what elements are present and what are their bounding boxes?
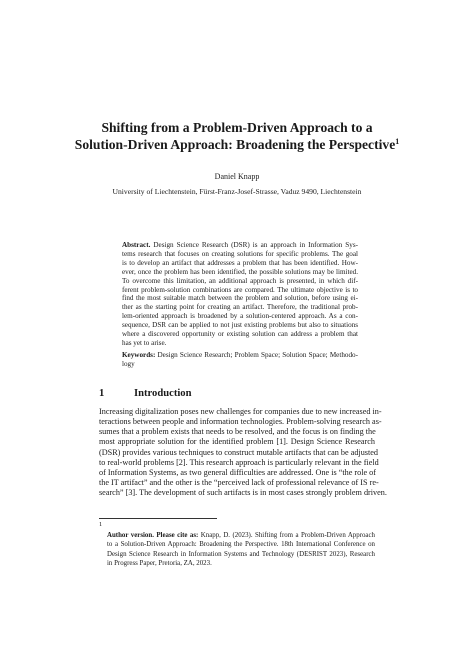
body-line: Increasing digitalization poses new challenges for companies due to new increased in- [99,407,382,416]
keywords-label: Keywords: [122,351,156,359]
keywords-line: logy [122,360,135,369]
title-line: Shifting from a Problem-Driven Approach to a [101,120,373,135]
body-line: search” [3]. The development of such artifacts is in most cases strongly problem driven. [99,488,387,498]
keywords [122,351,358,369]
title-line-text: Solution-Driven Approach: Broadening the Perspective [74,137,396,152]
keywords-line [122,351,358,360]
abstract-line: ther as the starting point for creating an artifact. Therefore, the traditional prob- [122,303,358,312]
section-number: 1 [99,388,105,399]
body-line: (DSR) provides various techniques to construct mutable artifacts that can be adjusted [99,447,378,457]
title-footnote-mark[interactable]: 1 [395,137,400,146]
body-line: sumes that a problem exists that needs to be resolved, and the focus is on finding the [99,427,376,437]
abstract-text: Design Science Research (DSR) is an approach in Information Sys- [150,241,358,249]
footnote-line: Design Science Research in Information Systems and Technology (DESRIST 2023), Research [107,550,375,558]
footnote-text: Knapp, D. (2023). Shifting from a Problem-Driven Approach [198,532,375,539]
body-line: most appropriate solution for the identified problem [1]. Design Science Research [99,437,375,447]
footnote-line [107,531,375,540]
abstract-line: To overcome this limitation, an additional approach is presented, in which dif- [122,276,358,285]
body-line: teractions between people and information technologies. Problem-solving research as- [99,417,382,427]
abstract-line: tems research that focuses on creating solutions for specific problems. The goal [122,249,358,258]
abstract-line: where a discovered opportunity or existing solution can address a problem that [122,330,358,339]
author-affiliation: University of Liechtenstein, Fürst-Franz-Josef-Strasse, Vaduz 9490, Liechtenstein [112,187,362,196]
abstract-line: sequence, DSR can be applied to not just existing problems but also to situations [122,321,358,330]
footnote-number: 1 [99,521,103,528]
author-name: Daniel Knapp [214,172,260,181]
abstract-line: find the most suitable match between the problem and solution, before using ei- [122,294,358,303]
title-line [60,136,414,153]
footnote-line: to a Solution-Driven Approach: Broadening the Perspective. 18th International Conference on [107,541,375,549]
footnote [107,531,375,569]
paper-title [60,119,414,153]
section-title: Introduction [134,388,192,399]
keywords-text: Design Science Research; Problem Space; Solution Space; Methodo- [155,351,358,359]
abstract-line: has yet to arise. [122,338,167,347]
abstract-line: ever, once the problem has been identified, the possible solutions may be limited. [122,267,358,276]
abstract [122,241,358,348]
abstract-line [122,241,358,250]
footnote-divider [99,518,217,519]
body-paragraph [99,407,387,498]
body-line: to real-world problems [2]. This research approach is particularly relevant in the field [99,457,379,467]
footnote-label: Author version. Please cite as: [107,532,199,539]
abstract-line: lem-oriented approach is broadened by a solution-centered approach. As a con- [122,312,358,321]
abstract-label: Abstract. [122,241,151,249]
body-line: of Information Systems, as two general difficulties are addressed. One is “the role of [99,467,377,477]
abstract-line: ferent problem-solution combinations are compared. The ultimate objective is to [122,285,358,294]
abstract-line: is to develop an artifact that addresses a problem that has been identified. How- [122,258,358,267]
footnote-line: in Progress Paper, Pretoria, ZA, 2023. [107,560,212,568]
body-line: the IT artifact” and the other is the “perceived lack of professional relevance of IS re- [99,478,379,488]
